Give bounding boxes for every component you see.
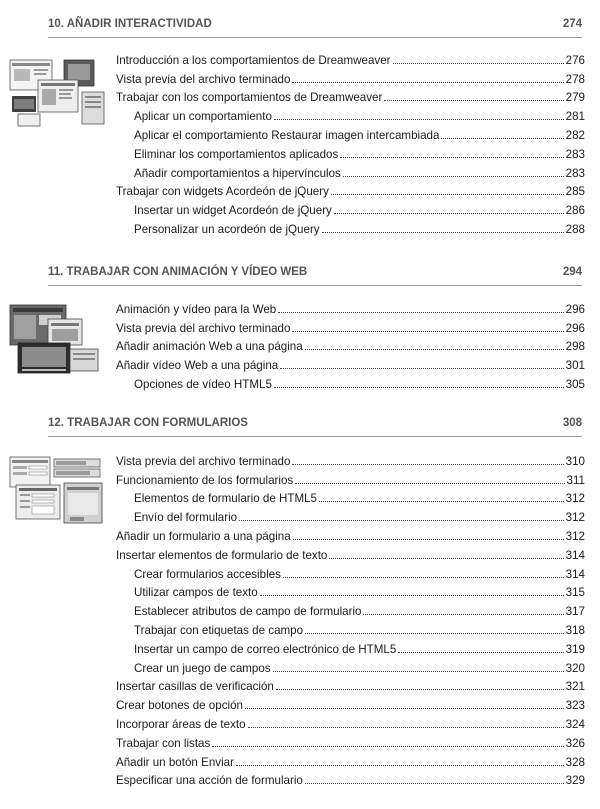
toc-entries <box>116 449 585 787</box>
toc-entry[interactable]: Añadir animación Web a una página 298 <box>116 340 585 354</box>
toc-entry[interactable]: Añadir un botón Enviar 328 <box>116 755 585 769</box>
toc-subentry[interactable]: Insertar un campo de correo electrónico de HTML5 319 <box>134 642 585 656</box>
chapter-thumbnail <box>8 58 108 130</box>
toc-entry[interactable]: Introducción a los comportamientos de Dreamweaver 276 <box>116 53 585 67</box>
toc-subentry[interactable]: Utilizar campos de texto 315 <box>134 586 585 600</box>
toc-entries <box>116 297 585 391</box>
toc-subentry[interactable]: Insertar un widget Acordeón de jQuery 286 <box>134 204 585 218</box>
toc-entry[interactable]: Vista previa del archivo terminado 296 <box>116 321 585 335</box>
toc-subentry[interactable]: Aplicar un comportamiento 281 <box>134 110 585 124</box>
toc-entry[interactable]: Insertar casillas de verificación 321 <box>116 680 585 694</box>
chapter-title: 10. AÑADIR INTERACTIVIDAD <box>48 18 212 30</box>
toc-entry[interactable]: Animación y vídeo para la Web 296 <box>116 302 585 316</box>
toc-entry[interactable]: Funcionamiento de los formularios 311 <box>116 473 585 487</box>
toc-entry[interactable]: Trabajar con los comportamientos de Dreamweaver 279 <box>116 91 585 105</box>
toc-entry[interactable]: Trabajar con widgets Acordeón de jQuery 285 <box>116 185 585 199</box>
chapter-header <box>48 266 582 286</box>
chapter-thumbnail <box>8 303 108 375</box>
toc-subentry[interactable]: Envío del formulario 312 <box>134 511 585 525</box>
toc-subentry[interactable]: Elementos de formulario de HTML5 312 <box>134 492 585 506</box>
toc-subentry[interactable]: Crear formularios accesibles 314 <box>134 567 585 581</box>
chapter-header <box>48 18 582 38</box>
toc-entry[interactable]: Trabajar con listas 326 <box>116 736 585 750</box>
chapter-title: 12. TRABAJAR CON FORMULARIOS <box>48 417 248 429</box>
toc-subentry[interactable]: Personalizar un acordeón de jQuery 288 <box>134 222 585 236</box>
toc-subentry[interactable]: Aplicar el comportamiento Restaurar imagen intercambiada 282 <box>134 128 585 142</box>
chapter-page-number: 294 <box>562 266 582 278</box>
toc-entries <box>116 48 585 236</box>
toc-entry[interactable]: Añadir vídeo Web a una página 301 <box>116 359 585 373</box>
toc-subentry[interactable]: Eliminar los comportamientos aplicados 283 <box>134 147 585 161</box>
toc-entry[interactable]: Crear botones de opción 323 <box>116 699 585 713</box>
toc-entry[interactable]: Especificar una acción de formulario 329 <box>116 774 585 788</box>
toc-entry[interactable]: Incorporar áreas de texto 324 <box>116 717 585 731</box>
chapter-title: 11. TRABAJAR CON ANIMACIÓN Y VÍDEO WEB <box>48 266 308 278</box>
toc-entry[interactable]: Añadir un formulario a una página 312 <box>116 529 585 543</box>
toc-subentry[interactable]: Opciones de vídeo HTML5 305 <box>134 377 585 391</box>
chapter-page-number: 308 <box>562 417 582 429</box>
toc-subentry[interactable]: Trabajar con etiquetas de campo 318 <box>134 623 585 637</box>
chapter-page-number: 274 <box>562 18 582 30</box>
toc-subentry[interactable]: Crear un juego de campos 320 <box>134 661 585 675</box>
toc-subentry[interactable]: Añadir comportamientos a hipervínculos 283 <box>134 166 585 180</box>
chapter-thumbnail <box>8 455 108 527</box>
toc-entry[interactable]: Insertar elementos de formulario de texto 314 <box>116 548 585 562</box>
toc-entry[interactable]: Vista previa del archivo terminado 278 <box>116 72 585 86</box>
chapter-header <box>48 417 582 437</box>
toc-subentry[interactable]: Establecer atributos de campo de formulario 317 <box>134 605 585 619</box>
toc-entry[interactable]: Vista previa del archivo terminado 310 <box>116 454 585 468</box>
